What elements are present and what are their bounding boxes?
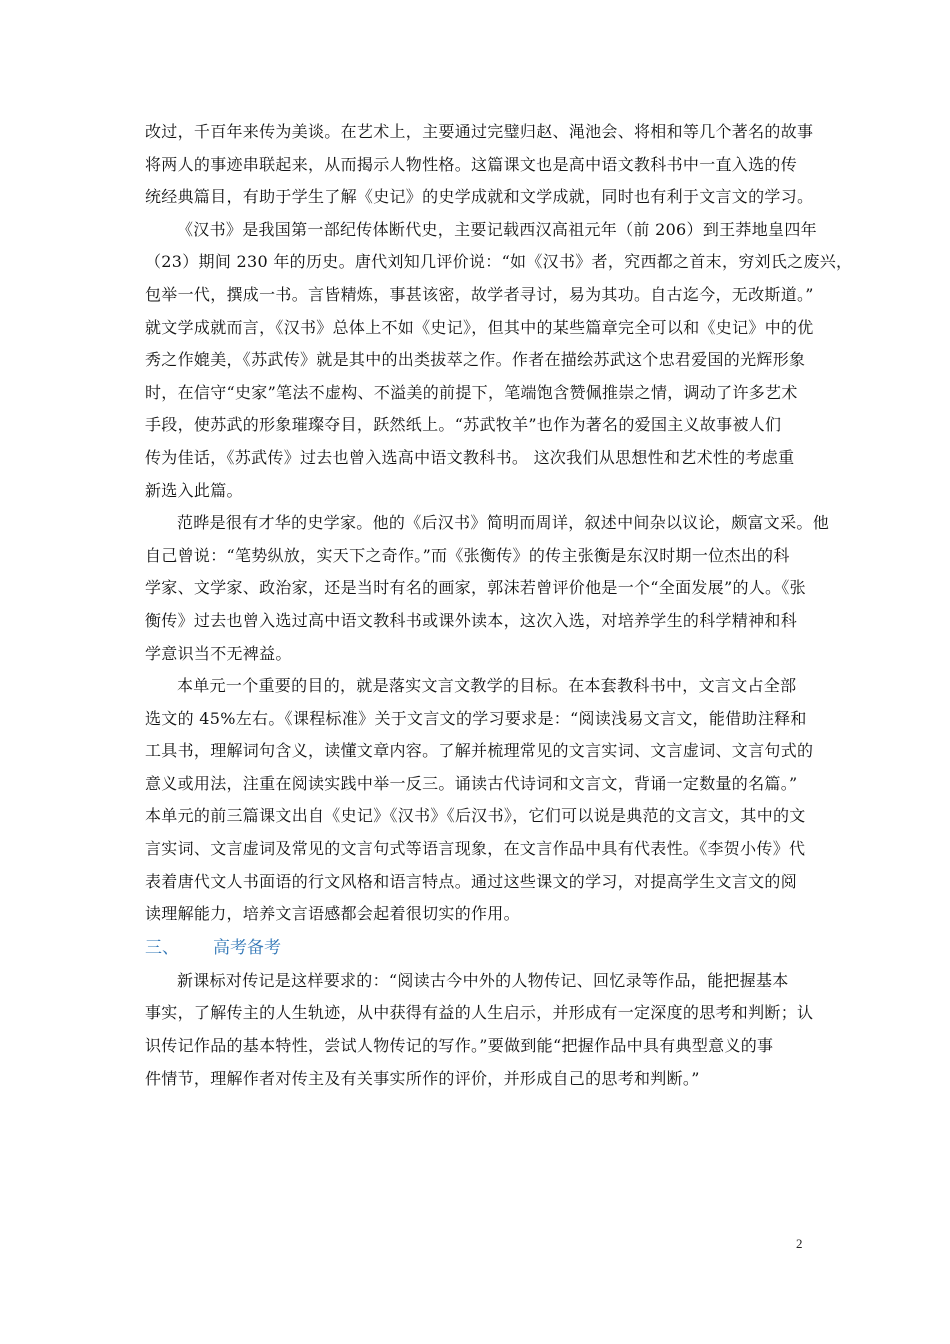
text-line: 包举一代，撰成一书。言皆精炼，事甚该密，故学者寻讨，易为其功。自古迄今，无改斯道。” bbox=[145, 284, 814, 304]
text-line: 事实，了解传主的人生轨迹，从中获得有益的人生启示，并形成有一定深度的思考和判断；认 bbox=[145, 1003, 814, 1023]
section-title: 高考备考 bbox=[213, 937, 281, 958]
section-number: 三、 bbox=[145, 937, 179, 958]
text-line: 识传记作品的基本特性，尝试人物传记的写作。”要做到能“把握作品中具有典型意义的事 bbox=[145, 1036, 774, 1056]
text-line: （23）期间 230 年的历史。唐代刘知几评价说：“如《汉书》者，究西都之首末，穷刘氏之废兴， bbox=[145, 252, 853, 272]
text-line: 统经典篇目，有助于学生了解《史记》的史学成就和文学成就，同时也有利于文言文的学习。 bbox=[145, 187, 814, 207]
text-line: 衡传》过去也曾入选过高中语文教科书或课外读本，这次入选，对培养学生的科学精神和科 bbox=[145, 610, 798, 630]
text-line: 《汉书》是我国第一部纪传体断代史，主要记载西汉高祖元年（前 206）到王莽地皇四年 bbox=[177, 219, 817, 239]
text-line: 言实词、文言虚词及常见的文言句式等语言现象，在文言作品中具有代表性。《李贺小传》代 bbox=[145, 839, 806, 859]
text-line: 自己曾说：“笔势纵放，实天下之奇作。”而《张衡传》的传主张衡是东汉时期一位杰出的科 bbox=[145, 545, 790, 565]
body-text bbox=[145, 116, 853, 1095]
text-line: 选文的 45%左右。《课程标准》关于文言文的学习要求是：“阅读浅易文言文，能借助注释和 bbox=[145, 708, 807, 728]
text-line: 本单元的前三篇课文出自《史记》《汉书》《后汉书》，它们可以说是典范的文言文，其中的文 bbox=[145, 806, 806, 826]
text-line: 本单元一个重要的目的，就是落实文言文教学的目标。在本套教科书中，文言文占全部 bbox=[177, 676, 797, 696]
page-number: 2 bbox=[796, 1236, 803, 1251]
text-line: 学家、文学家、政治家，还是当时有名的画家，郭沫若曾评价他是一个“全面发展”的人。《张 bbox=[145, 578, 806, 598]
text-line: 秀之作媲美，《苏武传》就是其中的出类拔萃之作。作者在描绘苏武这个忠君爱国的光辉形象 bbox=[145, 350, 806, 370]
text-line: 手段，使苏武的形象璀璨夺目，跃然纸上。“苏武牧羊”也作为著名的爱国主义故事被人们 bbox=[145, 415, 782, 435]
text-line: 意义或用法，注重在阅读实践中举一反三。诵读古代诗词和文言文，背诵一定数量的名篇。” bbox=[145, 773, 798, 793]
text-line: 表着唐代文人书面语的行文风格和语言特点。通过这些课文的学习，对提高学生文言文的阅 bbox=[145, 871, 798, 891]
text-line: 件情节，理解作者对传主及有关事实所作的评价，并形成自己的思考和判断。” bbox=[145, 1068, 700, 1088]
text-line: 将两人的事迹串联起来，从而揭示人物性格。这篇课文也是高中语文教科书中一直入选的传 bbox=[145, 154, 798, 174]
text-line: 新选入此篇。 bbox=[145, 480, 243, 500]
text-line: 改过，千百年来传为美谈。在艺术上，主要通过完璧归赵、渑池会、将相和等几个著名的故事 bbox=[145, 122, 814, 141]
text-line: 读理解能力，培养文言语感都会起着很切实的作用。 bbox=[145, 904, 520, 924]
text-line: 范晔是很有才华的史学家。他的《后汉书》简明而周详，叙述中间杂以议论，颇富文采。他 bbox=[177, 513, 830, 533]
text-line: 新课标对传记是这样要求的：“阅读古今中外的人物传记、回忆录等作品，能把握基本 bbox=[177, 970, 789, 990]
text-line: 就文学成就而言，《汉书》总体上不如《史记》，但其中的某些篇章完全可以和《史记》中的优 bbox=[145, 317, 814, 337]
text-line: 工具书，理解词句含义，读懂文章内容。了解并梳理常见的文言实词、文言虚词、文言句式的 bbox=[145, 741, 814, 761]
section-heading bbox=[145, 931, 810, 965]
text-line: 传为佳话，《苏武传》过去也曾入选高中语文教科书。 这次我们从思想性和艺术性的考虑重 bbox=[145, 447, 795, 467]
text-line: 学意识当不无裨益。 bbox=[145, 643, 292, 663]
text-line: 时，在信守“史家”笔法不虚构、不溢美的前提下，笔端饱含赞佩推崇之情，调动了许多艺术 bbox=[145, 382, 798, 402]
